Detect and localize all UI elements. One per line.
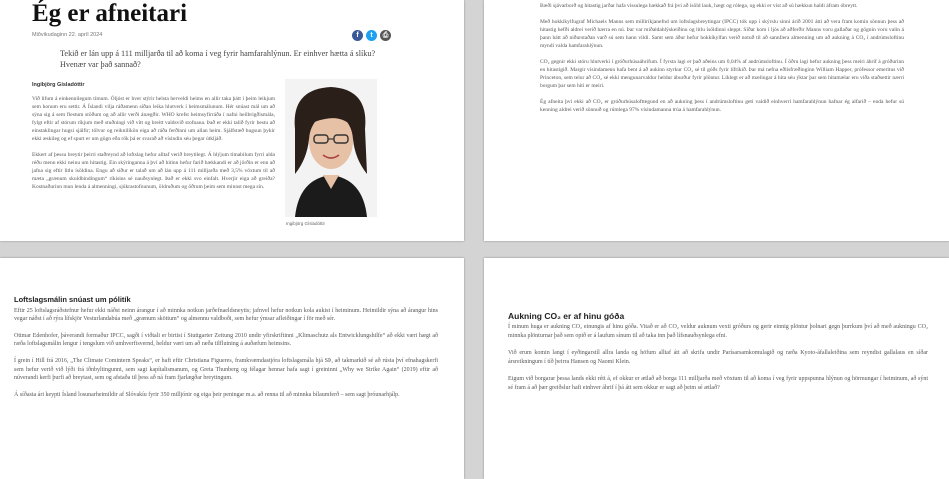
photo-caption: Ingibjörg Gísladóttir (286, 221, 326, 226)
page-4 (484, 258, 949, 479)
paragraph: Ég afneita því ekki að CO₂ er gróðurhúsalofttegund en að aukning þess í andrúmsloftinu geti valdið einhverri hamfarahlýnun hafnar ég alfarið – enda hefur sú kenning aldrei verið sönnuð og rúmlega 97% vísindamanna trúa á hamfarahlýnun. (540, 99, 904, 113)
article-lede: Tekið er lán upp á 111 milljarða til að koma í veg fyrir hamfarahlýnun. Er einhver hætta á slíku? Hvenær var það sannað? (60, 49, 376, 69)
paragraph: CO₂ gegnir ekki stóru hlutverki í gróðurhúsaáhrifum. Í fyrsta lagi er það aðeins um 0,04% af andrúmsloftinu. Í öðru lagi hefur aukning þess meiri áhrif á gróðurinn en hitastigið. Margir vísindamenn hafa bent á að aukinn styrkur CO₂ sé til góðs fyrir lífríkið. Þar má nefna eðlisfræðinginn William Happer, prófessor emeritus við Princeton, sem telur að CO₂ sé ekki mengunarvaldur heldur áburður fyrir plöntur. Líklegt er að mælingar á hita séu ýktar þar sem hitamælar eru víða staðsettir nærri borgum þar sem hiti er meiri. (540, 59, 904, 89)
author-photo (285, 79, 377, 217)
article-date: Miðvikudaginn 22. apríl 2024 (32, 32, 103, 38)
article-body-page-4 (508, 312, 928, 401)
paragraph: Eftir 25 loftslagsráðstefnur hefur ekki náðst neinn árangur í að minnka notkun jarðefnaeldsneytis; jafnvel hefur notkun kola aukist í heiminum. Heimildir sýna að árangur hins vegar náðst í að rýra lífskjör Vesturlandabúa með „grænum sköttum“ og almennu valdboði, sem hefur ýmsar afleiðingar í för með sér. (14, 307, 438, 323)
paragraph: Við lifum á einkennilegum tímum. Óljóst er hver stýrir helsta herveldi heims en allir taka þátt í þeim leikjum sem honum eru settir. Á Íslandi vilja ráðamenn síðan leika hlutverk í heimsmálunum. Hér snúast mál um að sýna sig á sem flestum stöðum og að allir verði ánægðir. WHO krefst heimsyfirráða í nafni heilbrigðismála, fylgt eftir af stórum ríkjum með stuðningi við vítt og breitt valdsvið stofnana. Það er ekki talið fyrir bestu að einstaklingar hugsi sjálfir; tölvur og reiknilíkön eiga að ráða ferðinni um allan heim. Sjálfstæð hugsun þykir ekki æskileg og ef spurt er um gögn eða rök þá er svarað að vísindin séu þegar útkljáð. (32, 96, 275, 142)
page-3 (0, 258, 464, 479)
twitter-icon[interactable]: t (366, 30, 377, 41)
section-heading: Aukning CO₂ er af hinu góða (508, 311, 625, 321)
paragraph: Í grein í Hill frá 2016, „The Climate Comintern Speaks“, er haft eftir Christiana Figueres, framkvæmdastjóra loftslagsmála hjá SÞ, að takmarkið sé að rústa því efnahagskerfi sem hefur verið við lýði frá iðnbyltingunni, sem sagt kapítalismanum, og Greta Thunberg og félagar hennar hafa sagt í greininni „Why we Strike Again“ (2019) eftir að núverandi kerfi þurfi að breytast, sem og afstaða til þess að ná fram fjarlægðar breytingum. (14, 357, 438, 382)
paragraph: Við erum komin langt í eyðingarstíl allra landa og höfum alltaf átt að skrifa undir Parísarsamkomulagið og ræða Kyoto-áfallaleiðina sem reyndist gallalaus en síðar ársreikningum í tíð þeirra Hansen og Naomi Klein. (508, 350, 928, 365)
facebook-icon[interactable]: f (352, 30, 363, 41)
print-icon[interactable]: ⎙ (380, 30, 391, 41)
article-body-column-1 (32, 95, 275, 199)
author-name: Ingibjörg Gísladóttir (32, 82, 85, 88)
article-title: Ég er afneitari (32, 0, 188, 27)
paragraph: Á síðasta ári keypti Ísland losunarheimildir af Slóvakíu fyrir 350 milljónir og eiga þeir peningar m.a. að renna til að minnka bílaumferð – sem sagt þróunarhjálp. (14, 391, 400, 398)
paragraph: Bæði sjávarborð og hitastig jarðar hafa vissulega hækkað frá því að ísöld lauk, hægt og rólega, og ekki er víst að sú hækkun haldi áfram óbreytt. (540, 3, 858, 9)
paragraph: Ottmar Edenhofer, þáverandi formaður IPCC, sagði í viðtali er birtist í Stuttgarter Zeitung 2010 undir yfirskriftinni „Klimaschutz als Entwicklungshilfe“ að ekki væri hægt að ræða loftslagsmálin lengur í tengslum við umhverfisvernd, heldur væri um að ræða tilflutning á auðæfum heimsins. (14, 332, 438, 348)
article-body-page-3 (14, 296, 438, 407)
section-heading: Loftslagsmálin snúast um pólitík (14, 295, 131, 304)
page-1 (0, 0, 464, 241)
article-body-page-2 (540, 2, 904, 122)
paragraph: Með hokkíkylfugraf Michaels Manns sem milliríkjanefnd um loftslagsbreytingar (IPCC) tók upp í skýrslu sinni árið 2001 átti að vera fram komin sönnun þess að hitastig hefði aldrei verið hærra en nú. Þar var miðaldahlýskeiðinu og litlu ísöldinni sleppt. Síðar kom í ljós að aðferðir Manns voru gallaðar og gögnin voru valin á þann hátt að niðurstaðan varð sú sem hann vildi. Samt sem áður hefur hokkíkylfan verið notuð til að sannfæra almenning um að aukning á CO₂ í andrúmsloftinu myndi valda hamfarahlýnun. (540, 19, 904, 49)
paragraph: Í minum huga er aukning CO₂ einungis af hinu góða. Vitað er að CO₂ veldur auknum vexti gróðurs og gerir einnig plöntur þolnari gegn þurrkum því að með aukningu CO₂ minnka plönturnar það sem opið er á laufum sínum til að taka inn það lífsnauðsynlega efni. (508, 324, 928, 339)
social-share-bar (352, 30, 391, 41)
paragraph: Ekkert af þessu breytir þeirri staðreynd að loftslag hefur alltaf verið breytilegt. Á hlýjum tímabilum fyrri alda réðu menn ekki neinu um hitastig. Ein skýringanna á því að hitinn hefur farið hækkandi er að jörðin er enn að jafna sig eftir litlu ísöldina. Engu að síður er talað um að lán upp á 111 milljarða með 3,5% vöxtum til að mæta „grænum skuldbindingum“ ríkisins sé nauðsynlegt. Það er ekki svo einfalt. Hverjir eiga að greiða? Kostnaðurinn mun lenda á almenningi, sjúkrastofnunum, öldruðum og öðrum þeim sem minnst mega sín. (32, 152, 275, 190)
page-2 (484, 0, 949, 241)
paragraph: Eigum við borgarar þessa lands ekki rétt á, ef okkur er ætlað að borga 111 milljarða með vöxtum til að koma í veg fyrir uppspunna hlýnun og hörmungar í heiminum, að sýnt sé fram á að þær greiðslur hafi einhver áhrif í þá átt sem okkur er sagt að þeim sé ætlað? (508, 376, 928, 391)
